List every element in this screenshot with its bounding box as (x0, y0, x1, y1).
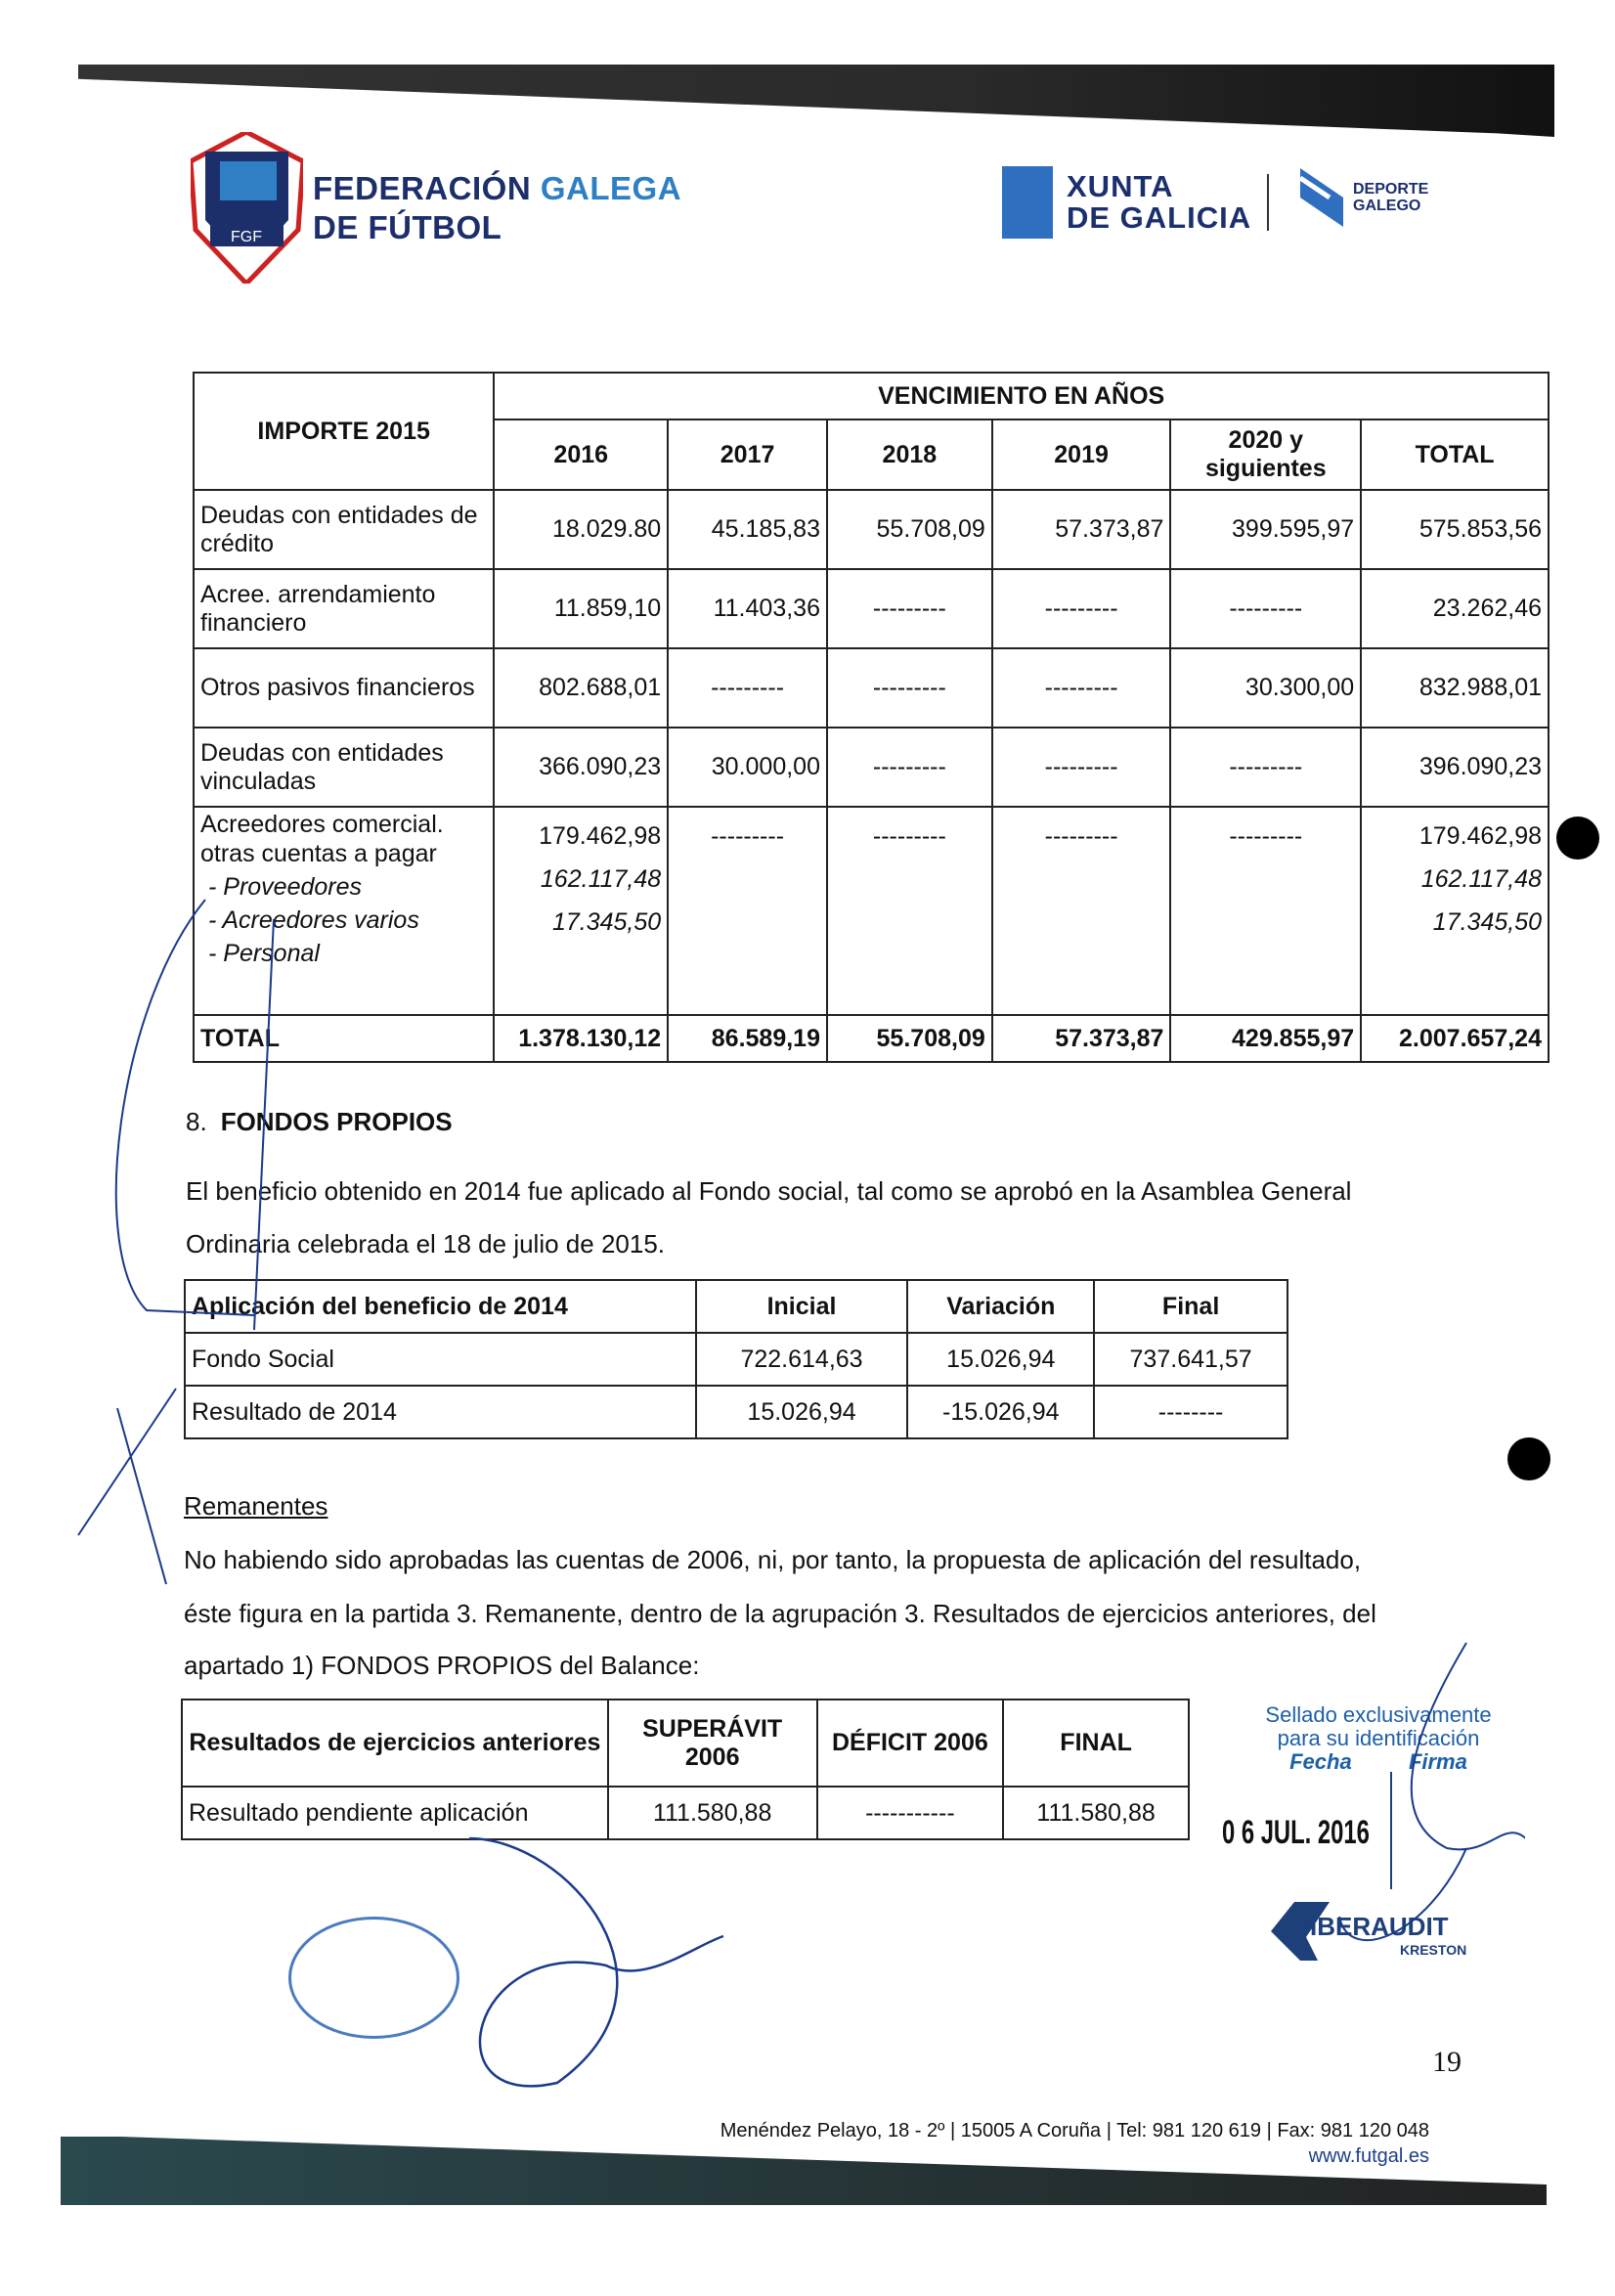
table-row (194, 648, 1549, 728)
cell-value: 802.688,01 (494, 648, 668, 728)
sub-cell-value: 162.117,48 (540, 865, 662, 893)
column-header: FINAL (1003, 1700, 1189, 1787)
sub-cell-value: 17.345,50 (551, 908, 662, 936)
cell-value: 111.580,88 (1003, 1787, 1189, 1839)
cell-value: --------- (827, 569, 992, 648)
fgf-shield-logo (191, 132, 303, 288)
cell-value: 57.373,87 (992, 490, 1171, 569)
xunta-logo (1002, 166, 1251, 239)
cell-value: 23.262,46 (1361, 569, 1549, 648)
table-row (194, 569, 1549, 648)
column-header: Aplicación del beneficio de 2014 (185, 1280, 696, 1333)
header-row (194, 373, 1549, 419)
total-value: 429.855,97 (1170, 1015, 1361, 1062)
column-header: Variación (907, 1280, 1094, 1333)
deporte-galego-logo (1300, 168, 1428, 227)
total-value: 86.589,19 (668, 1015, 827, 1062)
logo-divider (1267, 174, 1269, 231)
row-label: Otros pasivos financieros (194, 648, 494, 728)
cell-value: 722.614,63 (696, 1333, 908, 1386)
fgf-name (313, 169, 681, 247)
auditor-sub: KRESTON (1400, 1942, 1467, 1958)
cell-value: --------- (1170, 728, 1361, 807)
column-header: SUPERÁVIT 2006 (608, 1700, 817, 1787)
cell-value: -15.026,94 (907, 1386, 1094, 1438)
xunta-line1: XUNTA (1067, 169, 1174, 203)
punch-hole (1507, 1437, 1550, 1480)
row-label: Acree. arrendamiento financiero (194, 569, 494, 648)
paragraph-line: éste figura en la partida 3. Remanente, dentro de la agrupación 3. Resultados de ejercicios anteriores, del (184, 1599, 1376, 1628)
paragraph-line: El beneficio obtenido en 2014 fue aplicado al Fondo social, tal como se aprobó en la Asamblea General (186, 1176, 1352, 1206)
cell-main: --------- (872, 822, 946, 850)
cell-main: --------- (711, 822, 785, 850)
cell-value: 399.595,97 (1170, 490, 1361, 569)
row-label: TOTAL (194, 1015, 494, 1062)
fgf-name-3: DE FÚTBOL (313, 209, 502, 245)
paragraph-line: No habiendo sido aprobadas las cuentas de 2006, ni, por tanto, la propuesta de aplicación del resultado, (184, 1545, 1362, 1574)
table-row (194, 490, 1549, 569)
cell-value: -------- (1094, 1386, 1288, 1438)
cell-value: 11.859,10 (494, 569, 668, 648)
column-header: 2016 (494, 419, 668, 490)
cell-value: 111.580,88 (608, 1787, 817, 1839)
cell-value: 575.853,56 (1361, 490, 1549, 569)
header-bar (78, 65, 1554, 137)
auditor-name: IBERAUDIT (1310, 1912, 1449, 1941)
column-header: DÉFICIT 2006 (817, 1700, 1004, 1787)
sub-row-label: - Personal (208, 940, 320, 967)
section-title: FONDOS PROPIOS (220, 1107, 453, 1136)
cell-value: --------- (827, 648, 992, 728)
cell-value: 832.988,01 (1361, 648, 1549, 728)
cell-value: 15.026,94 (696, 1386, 908, 1438)
cell-value: 30.000,00 (668, 728, 827, 807)
cell-main: 179.462,98 (539, 822, 662, 850)
cell-value: --------- (1170, 569, 1361, 648)
row-label: Deudas con entidades de crédito (194, 490, 494, 569)
xunta-shield-icon (1002, 166, 1053, 239)
footer-url[interactable]: www.futgal.es (1308, 2145, 1429, 2167)
column-header: Resultados de ejercicios anteriores (182, 1700, 608, 1787)
stamp-firma: Firma (1408, 1749, 1467, 1774)
stamp-line1: Sellado exclusivamente (1265, 1702, 1492, 1727)
sub-row-label: - Proveedores (208, 873, 363, 901)
cell-value: --------- (827, 728, 992, 807)
cell-value: --------- (992, 569, 1171, 648)
column-group-header: VENCIMIENTO EN AÑOS (494, 373, 1549, 419)
cell-value: --------- (992, 648, 1171, 728)
column-header: 2017 (668, 419, 827, 490)
stamp-line2: para su identificación (1277, 1726, 1480, 1750)
sub-cell-value: 162.117,48 (1420, 865, 1542, 893)
total-value: 2.007.657,24 (1361, 1015, 1549, 1062)
column-header: Final (1094, 1280, 1288, 1333)
cell-value: 30.300,00 (1170, 648, 1361, 728)
cell-value: 55.708,09 (827, 490, 992, 569)
xunta-line2: DE GALICIA (1067, 200, 1252, 235)
column-header: TOTAL (1361, 419, 1549, 490)
total-value: 55.708,09 (827, 1015, 992, 1062)
stamp-date: 0 6 JUL. 2016 (1222, 1814, 1370, 1851)
cell-main: --------- (1229, 822, 1303, 850)
cell-value: --------- (668, 648, 827, 728)
row-label: Fondo Social (185, 1333, 696, 1386)
cell-value: 396.090,23 (1361, 728, 1549, 807)
stamp-fecha: Fecha (1289, 1749, 1352, 1774)
row-label: Deudas con entidades vinculadas (194, 728, 494, 807)
fgf-badge-text: FGF (231, 229, 262, 245)
column-header: Inicial (696, 1280, 908, 1333)
cell-value: 45.185,83 (668, 490, 827, 569)
paragraph-line: apartado 1) FONDOS PROPIOS del Balance: (184, 1651, 700, 1680)
cell-main: 179.462,98 (1419, 822, 1542, 850)
paragraph-line: Ordinaria celebrada el 18 de julio de 2015. (186, 1229, 666, 1258)
column-header: 2020 y siguientes (1170, 419, 1361, 490)
fgf-name-2: GALEGA (540, 170, 682, 206)
row-label: Resultado pendiente aplicación (182, 1787, 608, 1839)
column-header: 2018 (827, 419, 992, 490)
row-label: Resultado de 2014 (185, 1386, 696, 1438)
cell-value: ----------- (817, 1787, 1004, 1839)
remanentes-heading: Remanentes (184, 1491, 328, 1521)
deporte-line2: GALEGO (1353, 198, 1421, 214)
cell-value: 18.029.80 (494, 490, 668, 569)
column-header: 2019 (992, 419, 1171, 490)
cell-value: 15.026,94 (907, 1333, 1094, 1386)
cell-value: 366.090,23 (494, 728, 668, 807)
column-header: IMPORTE 2015 (194, 373, 494, 490)
table-row (194, 728, 1549, 807)
fgf-name-1: FEDERACIÓN (313, 170, 532, 206)
row-label-main: Acreedores comercial. otras cuentas a pagar (200, 811, 444, 867)
deporte-galego-icon (1300, 168, 1343, 227)
deporte-line1: DEPORTE (1353, 181, 1429, 198)
punch-hole (1556, 817, 1599, 860)
page-number: 19 (1432, 2046, 1462, 2078)
cell-main: --------- (1044, 822, 1118, 850)
total-value: 1.378.130,12 (494, 1015, 668, 1062)
sub-cell-value: 17.345,50 (1432, 908, 1542, 936)
total-value: 57.373,87 (992, 1015, 1171, 1062)
sub-row-label: - Acreedores varios (208, 906, 419, 934)
cell-value: 11.403,36 (668, 569, 827, 648)
handwritten-signatures (59, 861, 1525, 2132)
cell-value: 737.641,57 (1094, 1333, 1288, 1386)
footer-address: Menéndez Pelayo, 18 - 2º | 15005 A Coruña | Tel: 981 120 619 | Fax: 981 120 048 (720, 2120, 1429, 2141)
cell-value: --------- (992, 728, 1171, 807)
section-number: 8. (186, 1107, 207, 1136)
